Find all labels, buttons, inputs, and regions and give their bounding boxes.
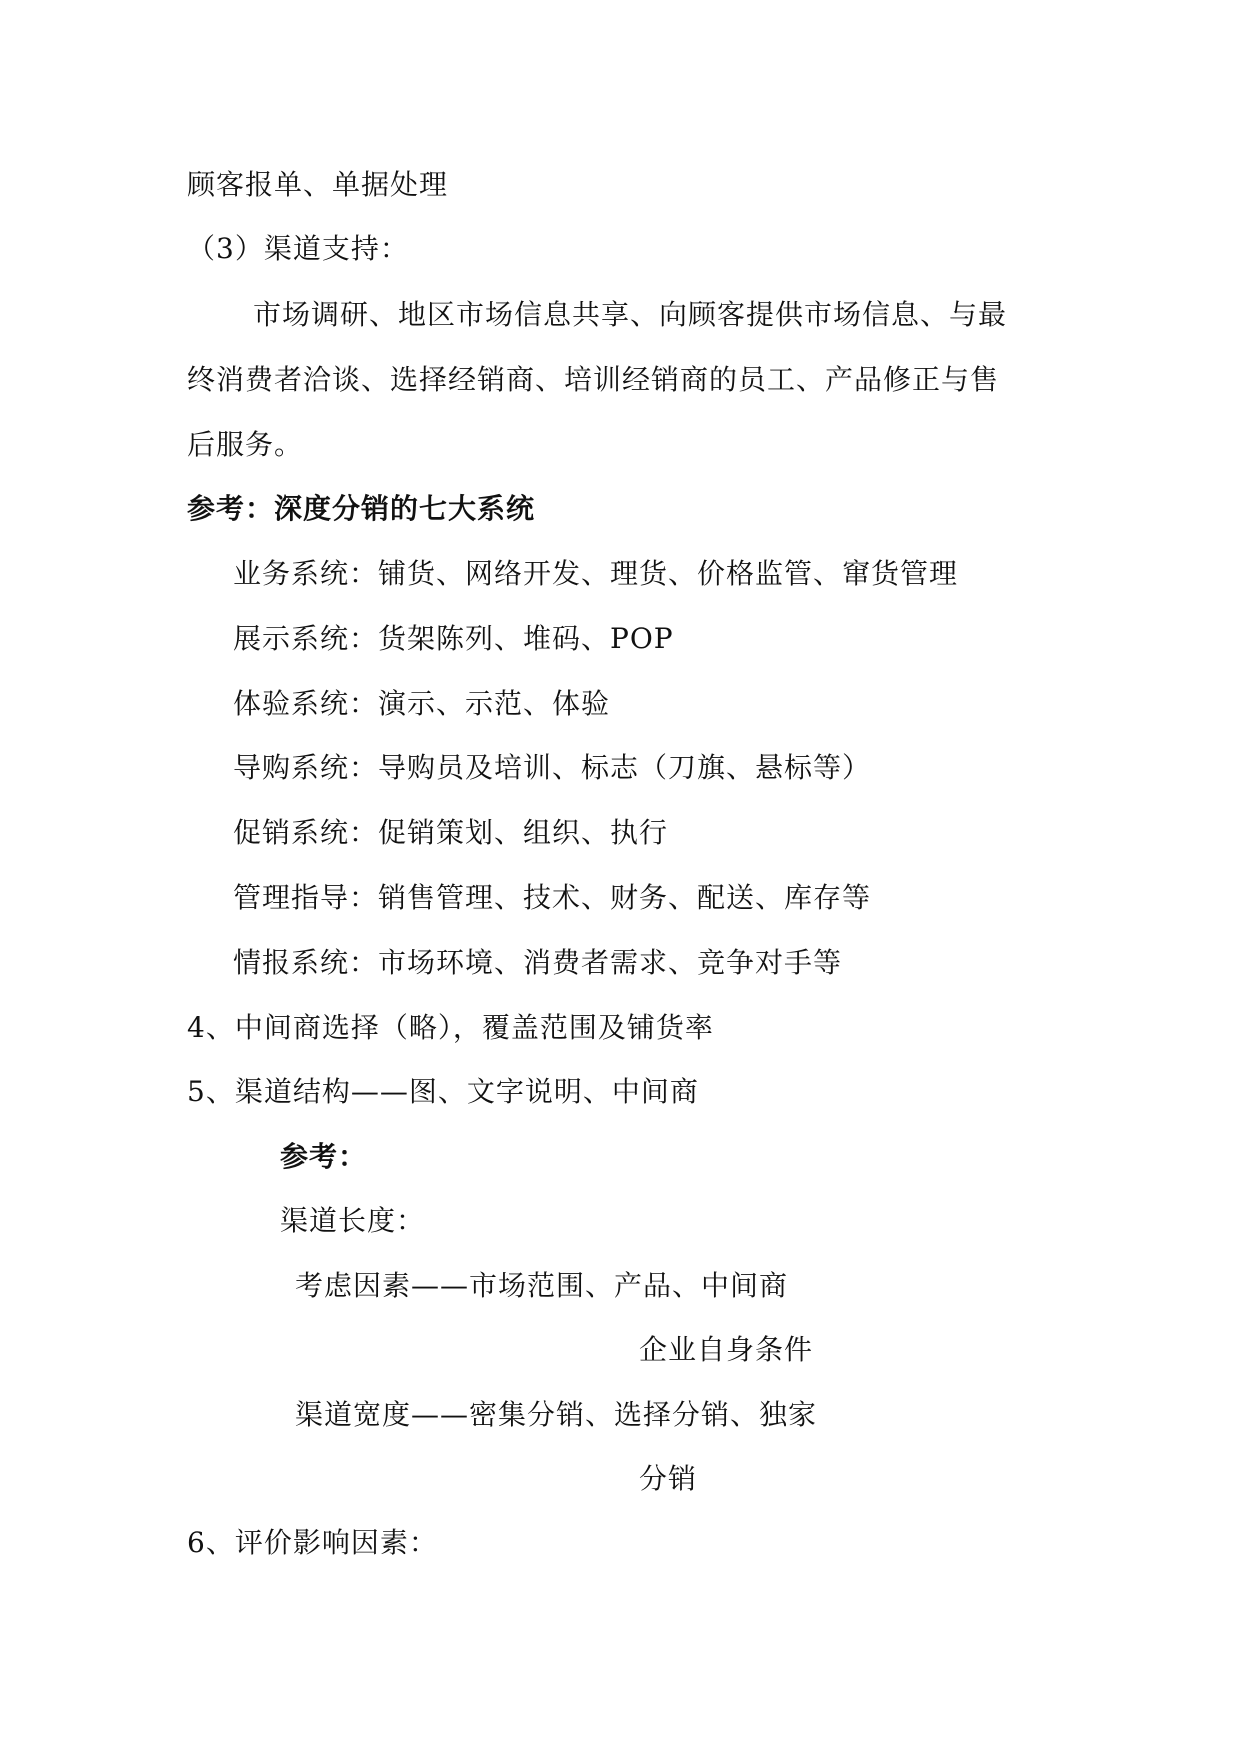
text-line-channel-support-3: 后服务。 (187, 428, 304, 461)
text-line-item-6: 6、评价影响因素： (187, 1526, 438, 1559)
text-line-experience-system: 体验系统：演示、示范、体验 (233, 687, 611, 720)
text-line-factors-continued: 企业自身条件 (639, 1333, 814, 1366)
text-line-channel-width-continued: 分销 (639, 1462, 698, 1495)
section-heading-reference: 参考： (280, 1140, 368, 1173)
text-line-promotion-system: 促销系统：促销策划、组织、执行 (233, 816, 669, 849)
text-line-channel-length: 渠道长度： (280, 1204, 426, 1237)
text-line-item-4: 4、中间商选择（略），覆盖范围及铺货率 (187, 1011, 714, 1044)
text-line-channel-support-1: 市场调研、地区市场信息共享、向顾客提供市场信息、与最 (253, 298, 1008, 331)
text-line-intelligence-system: 情报系统：市场环境、消费者需求、竞争对手等 (233, 946, 843, 979)
text-line-channel-support-2: 终消费者洽谈、选择经销商、培训经销商的员工、产品修正与售 (187, 363, 1000, 396)
text-line-channel-support-heading: （3）渠道支持： (187, 232, 409, 265)
text-line-management-guidance: 管理指导：销售管理、技术、财务、配送、库存等 (233, 881, 872, 914)
text-line-display-system: 展示系统：货架陈列、堆码、POP (233, 622, 674, 655)
text-line-guide-system: 导购系统：导购员及培训、标志（刀旗、悬标等） (233, 751, 872, 784)
text-line-factors: 考虑因素——市场范围、产品、中间商 (295, 1269, 789, 1302)
text-line-customer-orders: 顾客报单、单据处理 (187, 168, 449, 201)
text-line-channel-width: 渠道宽度——密集分销、选择分销、独家 (295, 1398, 818, 1431)
text-line-business-system: 业务系统：铺货、网络开发、理货、价格监管、窜货管理 (233, 557, 959, 590)
text-line-item-5: 5、渠道结构——图、文字说明、中间商 (187, 1075, 699, 1108)
section-heading-seven-systems: 参考：深度分销的七大系统 (187, 492, 536, 525)
